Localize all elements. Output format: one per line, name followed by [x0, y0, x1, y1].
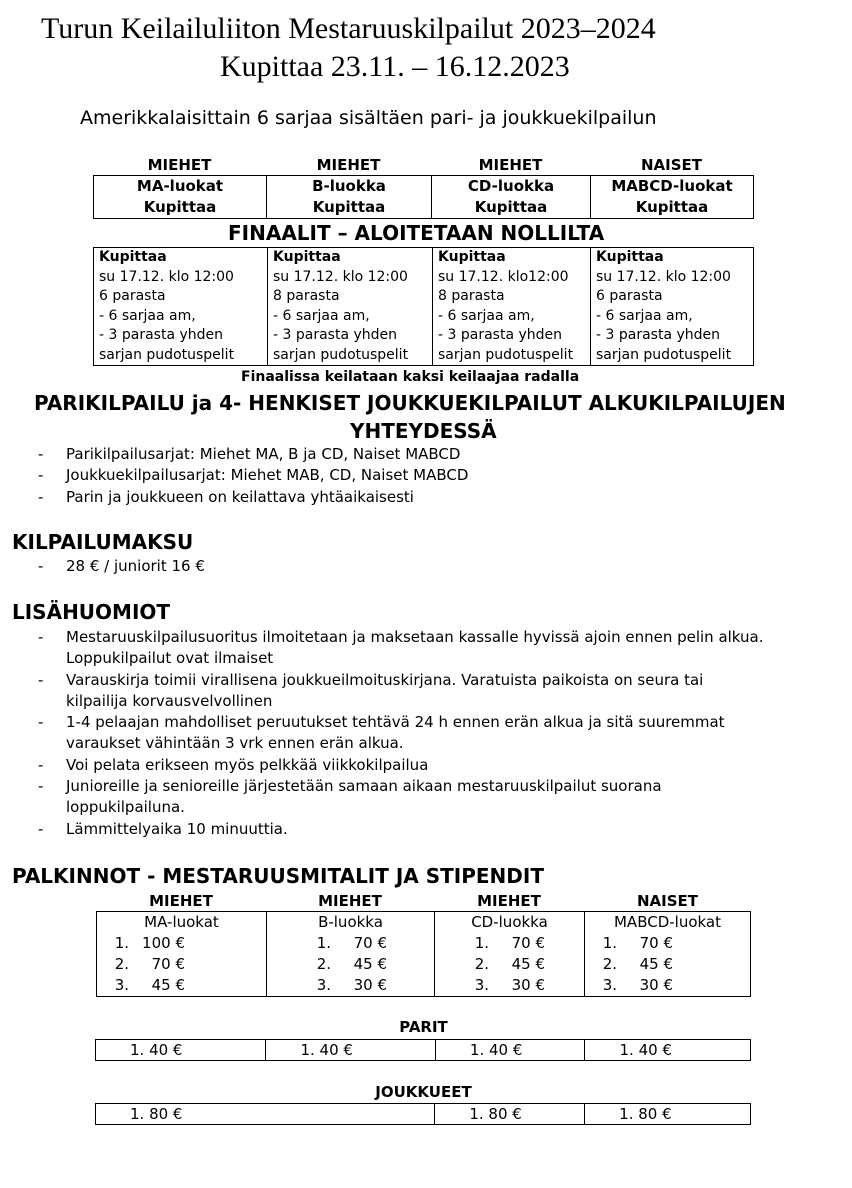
prize-cell: [435, 912, 585, 997]
group-label: MIEHET: [478, 156, 543, 174]
prize-amount: 45 €: [151, 976, 185, 994]
list-item-text: 28 € / juniorit 16 €: [66, 557, 205, 575]
prize-amount: 100 €: [142, 934, 185, 952]
prize-row: [267, 975, 434, 996]
finals-line: - 6 sarjaa am,: [596, 307, 693, 324]
pairs-prize-cell: 1. 40 €: [585, 1040, 751, 1061]
finals-line: - 6 sarjaa am,: [273, 307, 370, 324]
dash-bullet: -: [38, 487, 44, 506]
prize-amount: 70 €: [639, 934, 673, 952]
prize-amount: 70 €: [511, 934, 545, 952]
prize-rank: 3.: [474, 976, 489, 994]
prize-class: MABCD-luokat: [613, 913, 721, 931]
teams-prize-cell: 1. 80 €: [585, 1104, 751, 1125]
teams-label: JOUKKUEET: [375, 1083, 472, 1101]
subtitle: Amerikkalaisittain 6 sarjaa sisältäen pari- ja joukkuekilpailun: [80, 107, 657, 129]
group-label: NAISET: [636, 892, 699, 910]
dash-bullet: -: [38, 445, 44, 463]
prize-row: [585, 933, 750, 954]
pairs-heading-line-1: PARIKILPAILU ja 4- HENKISET JOUKKUEKILPAILUT ALKUKILPAILUJEN: [34, 391, 786, 415]
title-line-2: Kupittaa 23.11. – 16.12.2023: [220, 50, 570, 83]
category-class: B-luokka: [312, 177, 386, 195]
finals-time: su 17.12. klo 12:00: [99, 268, 234, 285]
prize-class: B-luokka: [318, 913, 383, 931]
prize-group-headers: [96, 892, 751, 910]
finals-line: - 6 sarjaa am,: [99, 307, 196, 324]
dash-bullet: -: [38, 670, 44, 689]
pairs-prize-cell: 1. 40 €: [96, 1040, 266, 1061]
prize-amount: 45 €: [353, 955, 387, 973]
category-cell: [432, 176, 591, 219]
prize-row: [97, 954, 266, 975]
finals-place: Kupittaa: [438, 249, 506, 265]
list-item-line: Voi pelata erikseen myös pelkkää viikkokilpailua: [66, 755, 429, 774]
list-item: [12, 755, 842, 776]
category-place: Kupittaa: [312, 198, 386, 216]
list-item: [12, 627, 842, 670]
list-item: [12, 819, 842, 840]
prizes-heading: PALKINNOT - MESTARUUSMITALIT JA STIPENDIT: [12, 864, 544, 888]
prize-amount: 30 €: [639, 976, 673, 994]
dash-bullet: -: [38, 777, 44, 796]
list-item-line: 1-4 pelaajan mahdolliset peruutukset tehtävä 24 h ennen erän alkua ja sitä suuremmat: [66, 713, 725, 732]
notes-list: [12, 627, 842, 840]
prize-cell: [585, 912, 751, 997]
category-place: Kupittaa: [474, 198, 548, 216]
finals-time: su 17.12. klo 12:00: [596, 268, 731, 285]
category-group-headers: [93, 156, 753, 174]
teams-prize-cell: 1. 80 €: [435, 1104, 585, 1125]
finals-time: su 17.12. klo 12:00: [273, 268, 408, 285]
list-item-line: Junioreille ja senioreille järjestetään samaan aikaan mestaruuskilpailut suorana: [66, 777, 662, 796]
prize-amount: 70 €: [151, 955, 185, 973]
category-cell: [591, 176, 754, 219]
prizes-table: [96, 911, 751, 997]
pairs-prize-cell: 1. 40 €: [266, 1040, 435, 1061]
prize-row: [435, 975, 584, 996]
pairs-heading-line-2: YHTEYDESSÄ: [350, 419, 497, 443]
dash-bullet: -: [38, 557, 44, 575]
category-class: MABCD-luokat: [611, 177, 733, 195]
dash-bullet: -: [38, 755, 44, 774]
category-place: Kupittaa: [635, 198, 709, 216]
prize-rank: 2.: [114, 955, 129, 973]
prize-rank: 3.: [602, 976, 617, 994]
finals-place: Kupittaa: [273, 249, 341, 265]
list-item: [12, 712, 842, 755]
category-cell: [94, 176, 267, 219]
dash-bullet: -: [38, 819, 44, 838]
prize-rank: 1.: [316, 934, 331, 952]
category-class: CD-luokka: [467, 177, 555, 195]
prize-row: [97, 975, 266, 996]
pairs-label: PARIT: [399, 1018, 448, 1036]
prize-amount: 30 €: [353, 976, 387, 994]
group-label: MIEHET: [316, 156, 381, 174]
finals-line: - 6 sarjaa am,: [438, 307, 535, 324]
list-item: [12, 465, 842, 486]
group-label: MIEHET: [147, 156, 212, 174]
title-line-1: Turun Keilailuliiton Mestaruuskilpailut 2023–2024: [41, 12, 656, 45]
finals-table: [93, 247, 754, 366]
prize-amount: 45 €: [511, 955, 545, 973]
prize-rank: 1.: [114, 934, 129, 952]
pairs-list: [12, 444, 842, 508]
finals-time: su 17.12. klo12:00: [438, 268, 569, 285]
list-item-line: varaukset vähintään 3 vrk ennen erän alkua.: [66, 734, 404, 753]
finals-line: sarjan pudotuspelit: [596, 346, 732, 363]
prize-amount: 70 €: [353, 934, 387, 952]
list-item: [12, 776, 842, 819]
pairs-prize-cell: 1. 40 €: [435, 1040, 585, 1061]
fee-list: [12, 556, 842, 577]
list-item-line: kilpailija korvausvelvollinen: [66, 691, 273, 710]
finals-qualifiers: 6 parasta: [99, 288, 166, 304]
list-item-line: loppukilpailuna.: [66, 798, 185, 817]
finals-cell: [94, 248, 268, 366]
prize-cell: [267, 912, 435, 997]
category-class: MA-luokat: [136, 177, 224, 195]
list-item-line: Mestaruuskilpailusuoritus ilmoitetaan ja maksetaan kassalle hyvissä ajoin ennen pelin alkua.: [66, 628, 764, 646]
prize-row: [435, 933, 584, 954]
list-item-line: Lämmittelyaika 10 minuuttia.: [66, 819, 288, 838]
prize-class: MA-luokat: [144, 913, 219, 931]
prize-rank: 1.: [602, 934, 617, 952]
list-item: [12, 670, 842, 713]
finals-line: - 3 parasta yhden: [438, 327, 563, 343]
list-item-line: Loppukilpailut ovat ilmaiset: [66, 649, 274, 668]
finals-line: sarjan pudotuspelit: [99, 346, 235, 363]
prize-cell: [97, 912, 267, 997]
dash-bullet: -: [38, 628, 44, 646]
finals-heading: FINAALIT – ALOITETAAN NOLLILTA: [228, 221, 605, 245]
prize-row: [97, 933, 266, 954]
finals-cell: [433, 248, 591, 366]
prize-amount: 30 €: [511, 976, 545, 994]
prize-row: [435, 954, 584, 975]
finals-cell: [268, 248, 433, 366]
finals-line: - 3 parasta yhden: [273, 327, 398, 343]
teams-prize-cell: 1. 80 €: [96, 1104, 435, 1125]
prize-row: [267, 933, 434, 954]
group-label: NAISET: [640, 156, 703, 174]
teams-prizes-table: [95, 1103, 751, 1125]
finals-line: sarjan pudotuspelit: [438, 346, 574, 363]
list-item-line: Varauskirja toimii virallisena joukkueilmoituskirjana. Varatuista paikoista on seura tai: [66, 670, 704, 689]
dash-bullet: -: [38, 466, 44, 485]
prize-rank: 3.: [316, 976, 331, 994]
finals-line: sarjan pudotuspelit: [273, 346, 409, 363]
categories-table: [93, 175, 754, 219]
group-label: MIEHET: [149, 892, 213, 910]
prize-amount: 45 €: [639, 955, 673, 973]
finals-qualifiers: 8 parasta: [438, 288, 505, 304]
prize-row: [585, 975, 750, 996]
notes-heading: LISÄHUOMIOT: [12, 600, 171, 624]
prize-row: [267, 954, 434, 975]
finals-place: Kupittaa: [99, 249, 167, 265]
list-item: [12, 487, 842, 508]
category-cell: [267, 176, 432, 219]
list-item-text: Joukkuekilpailusarjat: Miehet MAB, CD, Naiset MABCD: [66, 466, 469, 485]
group-label: MIEHET: [318, 892, 382, 910]
list-item-text: Parikilpailusarjat: Miehet MA, B ja CD, Naiset MABCD: [66, 445, 461, 463]
prize-rank: 3.: [114, 976, 129, 994]
category-place: Kupittaa: [143, 198, 217, 216]
finals-line: - 3 parasta yhden: [596, 327, 721, 343]
group-label: MIEHET: [477, 892, 541, 910]
prize-rank: 2.: [602, 955, 617, 973]
prize-class: CD-luokka: [471, 913, 548, 931]
prize-row: [585, 954, 750, 975]
finals-qualifiers: 6 parasta: [596, 288, 663, 304]
finals-note: Finaalissa keilataan kaksi keilaajaa radalla: [241, 369, 580, 385]
prize-rank: 1.: [474, 934, 489, 952]
pairs-prizes-table: [95, 1039, 751, 1061]
fee-heading: KILPAILUMAKSU: [12, 530, 194, 554]
dash-bullet: -: [38, 713, 44, 732]
prize-rank: 2.: [474, 955, 489, 973]
finals-line: - 3 parasta yhden: [99, 327, 224, 343]
finals-place: Kupittaa: [596, 249, 664, 265]
prize-rank: 2.: [316, 955, 331, 973]
finals-qualifiers: 8 parasta: [273, 288, 340, 304]
list-item: [12, 444, 842, 465]
list-item: [12, 556, 842, 577]
finals-cell: [591, 248, 754, 366]
list-item-text: Parin ja joukkueen on keilattava yhtäaikaisesti: [66, 487, 414, 506]
